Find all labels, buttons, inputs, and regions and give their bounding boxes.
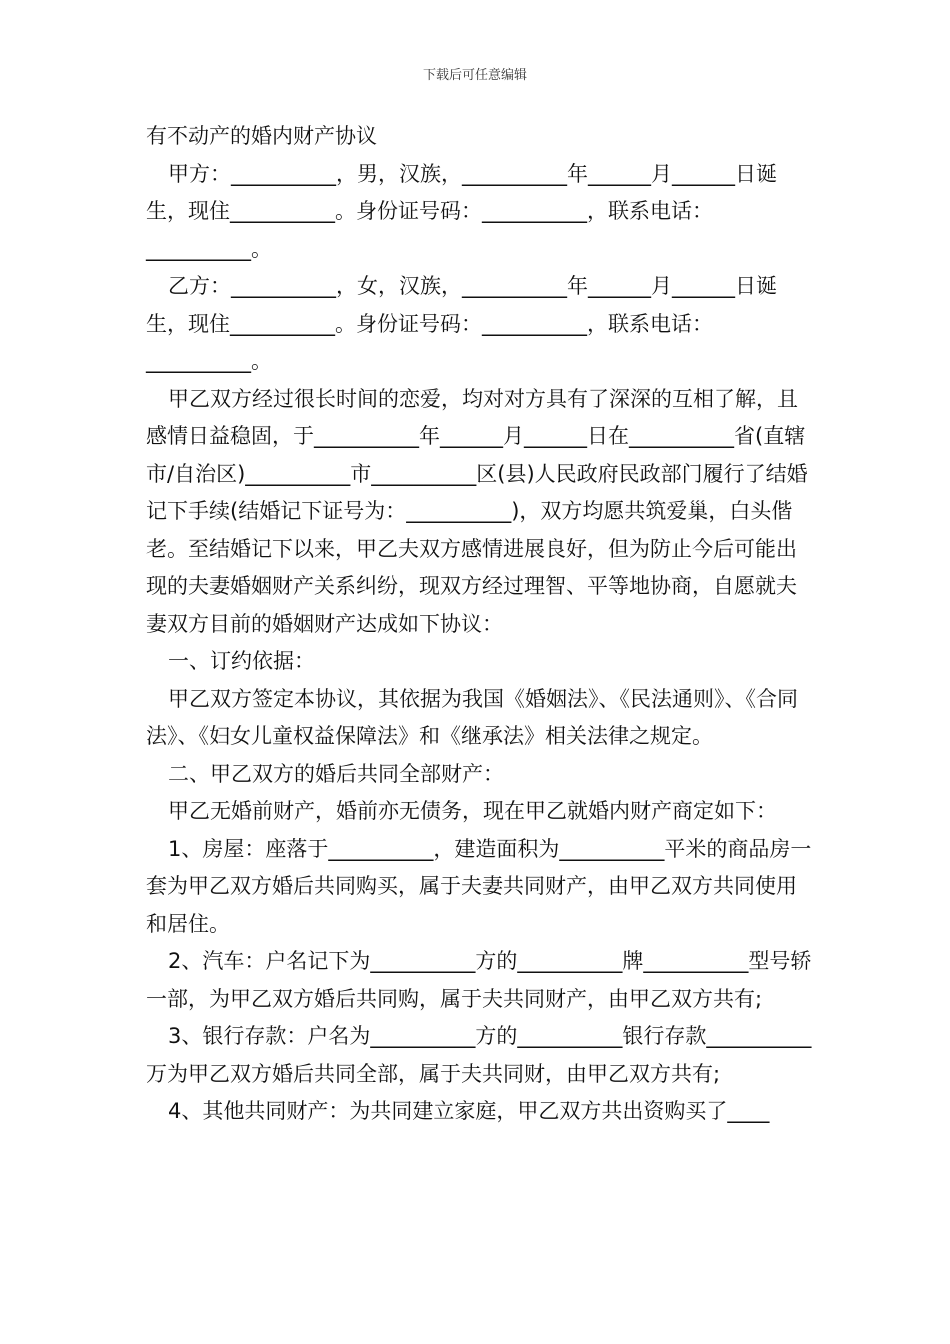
- party-a-paragraph: 甲方：__________，男，汉族，__________年______月______日诞生，现住__________。身份证号码：__________，联系电话：__________。: [146, 161, 777, 261]
- joint-property-intro: 甲乙无婚前财产，婚前亦无债务，现在甲乙就婚内财产商定如下：: [168, 799, 777, 823]
- clause-bank-deposit: 3、银行存款：户名为__________方的__________银行存款__________万为甲乙双方婚后共同全部，属于夫共同财，由甲乙双方共有;: [146, 1024, 812, 1086]
- basis-paragraph: 甲乙双方签定本协议，其依据为我国《婚姻法》、《民法通则》、《合同法》、《妇女儿童权益保障法》和《继承法》相关法律之规定。: [146, 686, 798, 748]
- preamble-paragraph: 甲乙双方经过很长时间的恋爱，均对对方具有了深深的互相了解，且感情日益稳固，于__________年______月______日在__________省(直辖市/自治区)__________市__________区(县)人民政府民政部门履行了结婚记下手续(结婚记下证号为：__________)，双方均愿共筑爱巢，白头偕老。至结婚记下以来，甲乙夫双方感情进展良好，但为防止今后可能出现的夫妻婚姻财产关系纠纷，现双方经过理智、平等地协商，自愿就夫妻双方目前的婚姻财产达成如下协议：: [146, 386, 808, 636]
- document-body: [146, 118, 814, 1131]
- section-heading-basis: 一、订约依据：: [168, 649, 315, 673]
- clause-house: 1、房屋：座落于__________，建造面积为__________平米的商品房一套为甲乙双方婚后共同购买，属于夫妻共同财产，由甲乙双方共同使用和居住。: [146, 836, 812, 936]
- header-note: 下载后可任意编辑: [422, 68, 527, 83]
- document-title: 有不动产的婚内财产协议: [146, 124, 377, 148]
- clause-car: 2、汽车：户名记下为__________方的__________牌__________型号轿一部，为甲乙双方婚后共同购，属于夫共同财产，由甲乙双方共有;: [146, 949, 812, 1011]
- clause-other-property: 4、其他共同财产：为共同建立家庭，甲乙双方共出资购买了____: [168, 1099, 770, 1123]
- section-heading-joint-property: 二、甲乙双方的婚后共同全部财产：: [168, 761, 504, 786]
- party-b-paragraph: 乙方：__________，女，汉族，__________年______月______日诞生，现住__________。身份证号码：__________，联系电话：__________。: [146, 274, 777, 373]
